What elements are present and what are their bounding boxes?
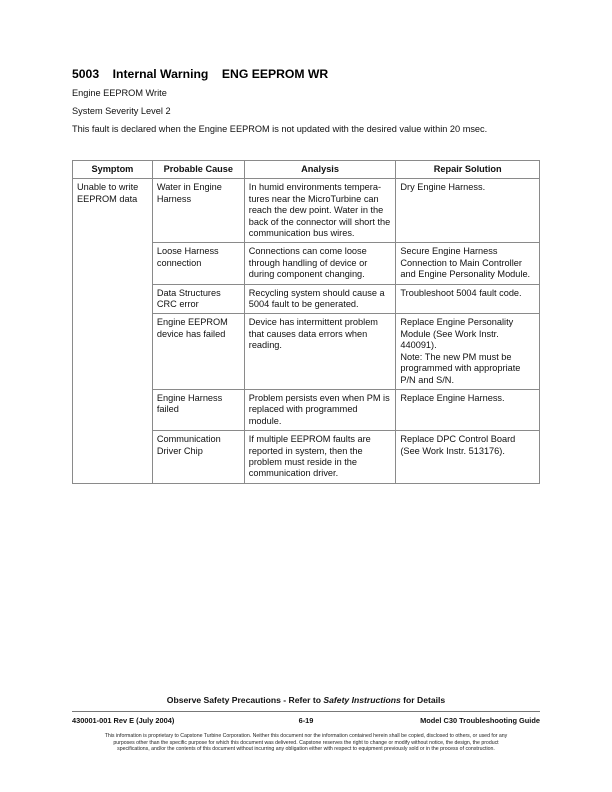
- footer-divider: [72, 711, 540, 712]
- table-row: [73, 179, 540, 243]
- proprietary-line: purposes other than the specific purpose for which this document was delivered. Capstone reserves the right to change or modify without notice, the design, the product: [113, 739, 499, 746]
- safety-prefix: Observe Safety Precautions - Refer to: [166, 695, 324, 705]
- table-header-row: [73, 161, 540, 179]
- safety-notice: [0, 695, 612, 705]
- cause-cell: Water in Engine Harness: [152, 179, 244, 243]
- proprietary-line: This information is proprietary to Capstone Turbine Corporation. Neither this document nor the information contained herein shall be copied, disclosed to others, or used for any: [104, 733, 508, 739]
- repair-cell: Troubleshoot 5004 fault code.: [396, 284, 540, 314]
- repair-note: Note: The new PM must be programmed with appropriate P/N and S/N.: [400, 351, 521, 385]
- analysis-cell: Recycling system should cause a 5004 fault to be generated.: [244, 284, 396, 314]
- document-number: 430001-001 Rev E (July 2004): [72, 716, 175, 725]
- fault-subtitle: Engine EEPROM Write: [72, 88, 167, 98]
- page-number: 6-19: [298, 716, 314, 725]
- analysis-cell: Problem persists even when PM is replaced with programmed module.: [244, 389, 396, 430]
- fault-title: 5003 Internal Warning ENG EEPROM WR: [72, 67, 329, 81]
- symptom-cell: Unable to write EEPROM data: [73, 179, 153, 483]
- column-header-probable-cause: Probable Cause: [152, 161, 244, 179]
- cause-cell: Engine EEPROM device has failed: [152, 314, 244, 389]
- column-header-symptom: Symptom: [73, 161, 153, 179]
- proprietary-line: specifications, and/or the contents of this document without incurring any obligation either with respect to equipment previously sold or in the process of construction.: [117, 746, 495, 753]
- proprietary-notice: [68, 733, 544, 753]
- repair-cell: Replace DPC Control Board (See Work Instr. 513176).: [396, 431, 540, 484]
- cause-cell: Communication Driver Chip: [152, 431, 244, 484]
- repair-cell: Dry Engine Harness.: [396, 179, 540, 243]
- column-header-repair-solution: Repair Solution: [396, 161, 540, 179]
- column-header-analysis: Analysis: [244, 161, 396, 179]
- safety-instructions-ref: Safety Instructions: [323, 695, 401, 705]
- troubleshooting-table: [72, 160, 540, 484]
- analysis-cell: In humid environments tempera-tures near the MicroTurbine can reach the dew point. Water in the back of the connector will short the communication bus wires.: [244, 179, 396, 243]
- cause-cell: Loose Harness connection: [152, 243, 244, 284]
- repair-cell: Secure Engine Harness Connection to Main Controller and Engine Personality Module.: [396, 243, 540, 284]
- analysis-cell: Connections can come loose through handling of device or during component changing.: [244, 243, 396, 284]
- analysis-cell: Device has intermittent problem that causes data errors when reading.: [244, 314, 396, 389]
- safety-suffix: for Details: [400, 695, 446, 705]
- cause-cell: Engine Harness failed: [152, 389, 244, 430]
- repair-text: Replace Engine Personality Module (See Work Instr. 440091).: [400, 317, 514, 351]
- analysis-cell: If multiple EEPROM faults are reported in system, then the problem must reside in the communication driver.: [244, 431, 396, 484]
- guide-title: Model C30 Troubleshooting Guide: [420, 716, 540, 725]
- repair-cell: Replace Engine Harness.: [396, 389, 540, 430]
- fault-description: This fault is declared when the Engine EEPROM is not updated with the desired value within 20 msec.: [72, 124, 488, 134]
- severity-level: System Severity Level 2: [72, 106, 171, 116]
- repair-cell: [396, 314, 540, 389]
- cause-cell: Data Structures CRC error: [152, 284, 244, 314]
